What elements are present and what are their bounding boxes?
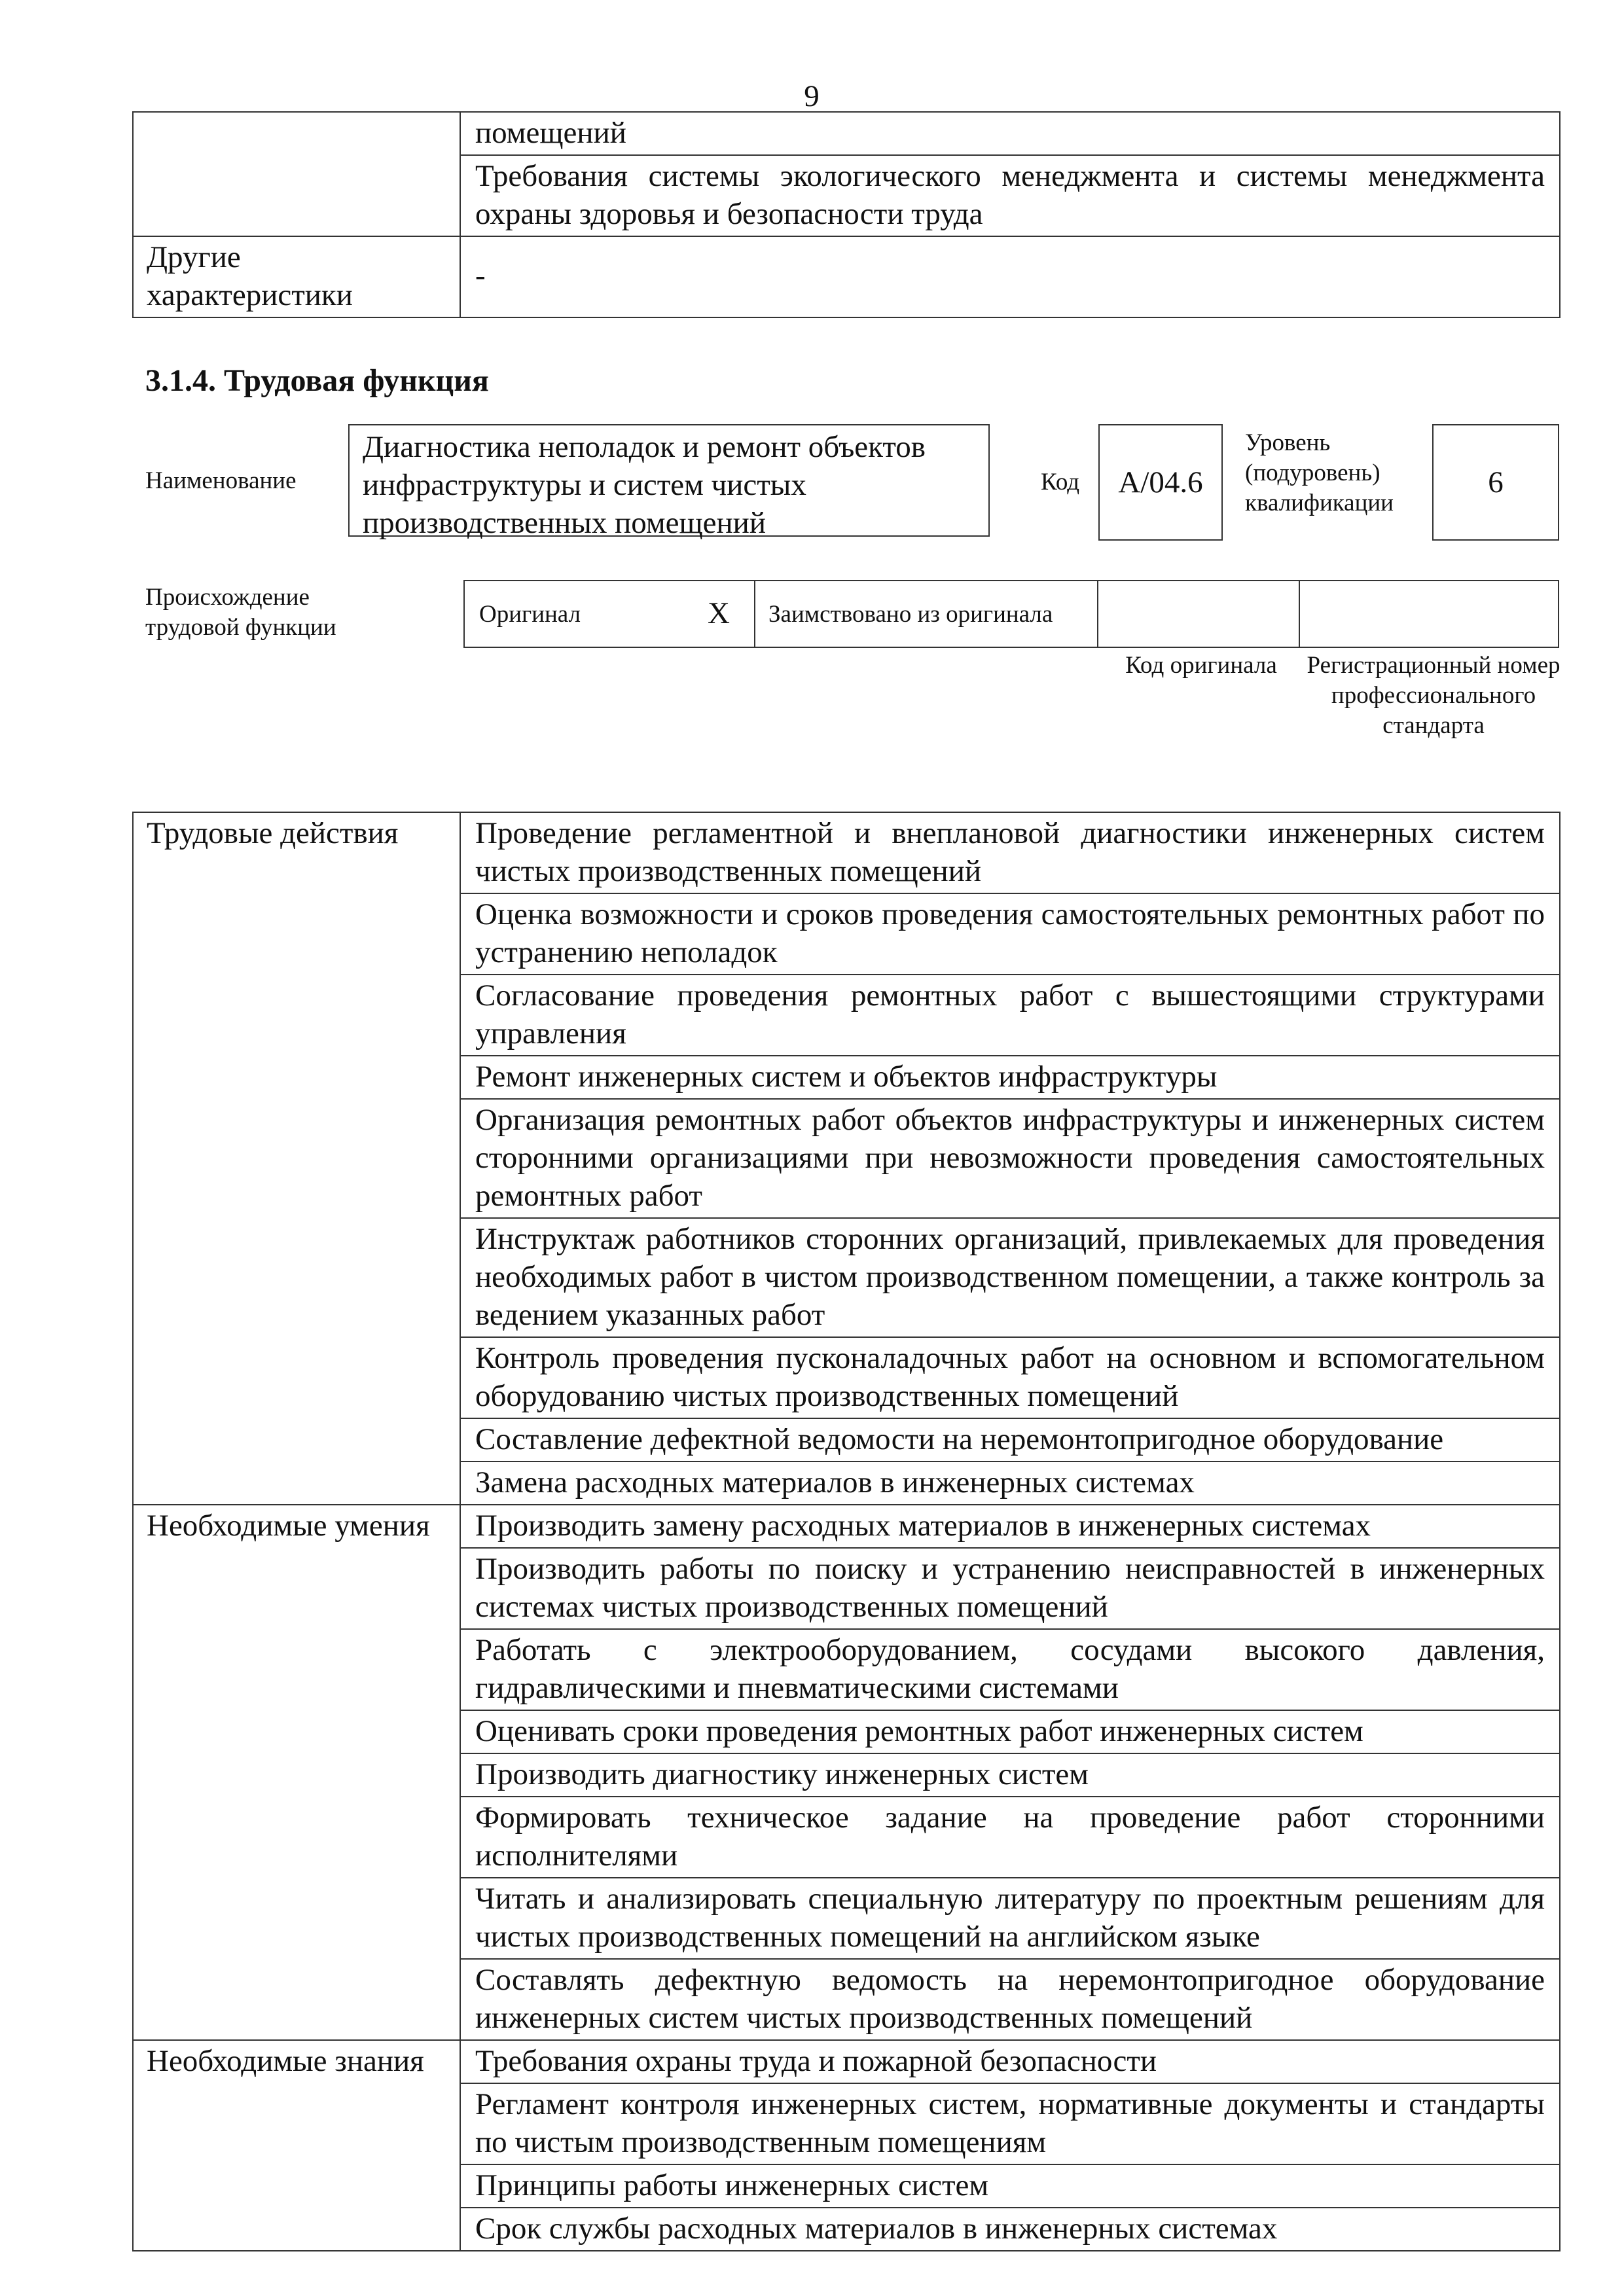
list-item: Составление дефектной ведомости на неремонтопригодное оборудование: [460, 1418, 1560, 1462]
level-label: Уровень (подуровень) квалификации: [1245, 429, 1394, 516]
list-item: Инструктаж работников сторонних организаций, привлекаемых для проведения необходимых работ в чистом производственном помещении, а также контроль за ведением указанных работ: [460, 1218, 1560, 1337]
list-item: -: [460, 236, 1560, 317]
origin-label: Происхождение трудовой функции: [145, 584, 336, 641]
level-value: 6: [1432, 424, 1559, 541]
list-item: Срок службы расходных материалов в инженерных системах: [460, 2208, 1560, 2251]
list-item: Формировать техническое задание на проведение работ сторонними исполнителями: [460, 1797, 1560, 1878]
list-item: Производить диагностику инженерных систем: [460, 1753, 1560, 1797]
group-title: Необходимые умения: [133, 1505, 460, 2040]
row-label: Другие характеристики: [133, 236, 460, 317]
list-item: Замена расходных материалов в инженерных системах: [460, 1462, 1560, 1505]
page-number: 9: [804, 79, 820, 113]
list-item: Производить работы по поиску и устранению неисправностей в инженерных системах чистых производственных помещений: [460, 1548, 1560, 1629]
list-item: Составлять дефектную ведомость на неремонтопригодное оборудование инженерных систем чистых производственных помещений: [460, 1959, 1560, 2040]
table-row: [133, 112, 1560, 236]
list-item: Читать и анализировать специальную литературу по проектным решениям для чистых производственных помещений на английском языке: [460, 1878, 1560, 1959]
group-title: Необходимые знания: [133, 2040, 460, 2251]
table-row: [133, 2040, 1560, 2083]
table-row: [133, 1505, 1560, 1548]
table-row: [133, 236, 1560, 317]
list-item: Регламент контроля инженерных систем, нормативные документы и стандарты по чистым производственным помещениям: [460, 2083, 1560, 2164]
top-table: [132, 111, 1561, 318]
origin-table: [463, 580, 1559, 648]
group-title: Трудовые действия: [133, 812, 460, 1505]
original-label: Оригинал: [479, 601, 581, 628]
list-item: Требования системы экологического менеджмента и системы менеджмента охраны здоровья и безопасности труда: [475, 159, 1545, 231]
list-item: помещений: [461, 113, 1559, 156]
function-name: Диагностика неполадок и ремонт объектов инфраструктуры и систем чистых производственных помещений: [348, 424, 990, 537]
list-item: Ремонт инженерных систем и объектов инфраструктуры: [460, 1056, 1560, 1099]
list-item: Проведение регламентной и внеплановой диагностики инженерных систем чистых производственных помещений: [460, 812, 1560, 893]
list-item: Согласование проведения ремонтных работ с вышестоящими структурами управления: [460, 975, 1560, 1056]
table-row: [133, 812, 1560, 893]
row-label: [133, 112, 460, 236]
list-item: Организация ремонтных работ объектов инфраструктуры и инженерных систем сторонними организациями при невозможности проведения самостоятельных ремонтных работ: [460, 1099, 1560, 1218]
list-item: Принципы работы инженерных систем: [460, 2164, 1560, 2208]
code-label: Код: [1041, 469, 1080, 495]
original-mark: X: [708, 596, 730, 630]
list-item: Требования охраны труда и пожарной безопасности: [460, 2040, 1560, 2083]
code-caption: Код оригинала: [1125, 652, 1277, 679]
list-item: Работать с электрооборудованием, сосудами высокого давления, гидравлическими и пневматическими системами: [460, 1629, 1560, 1710]
list-item: Оценка возможности и сроков проведения самостоятельных ремонтных работ по устранению неполадок: [460, 893, 1560, 975]
list-item: Контроль проведения пусконаладочных работ на основном и вспомогательном оборудованию чистых производственных помещений: [460, 1337, 1560, 1418]
section-heading: 3.1.4. Трудовая функция: [145, 363, 489, 398]
name-label: Наименование: [145, 467, 297, 494]
borrowed-label: Заимствовано из оригинала: [768, 601, 1053, 628]
list-item: Производить замену расходных материалов в инженерных системах: [460, 1505, 1560, 1548]
reg-caption: Регистрационный номер профессионального стандарта: [1307, 652, 1561, 739]
main-table: [132, 812, 1561, 2251]
code-value: A/04.6: [1098, 424, 1223, 541]
list-item: Оценивать сроки проведения ремонтных работ инженерных систем: [460, 1710, 1560, 1753]
